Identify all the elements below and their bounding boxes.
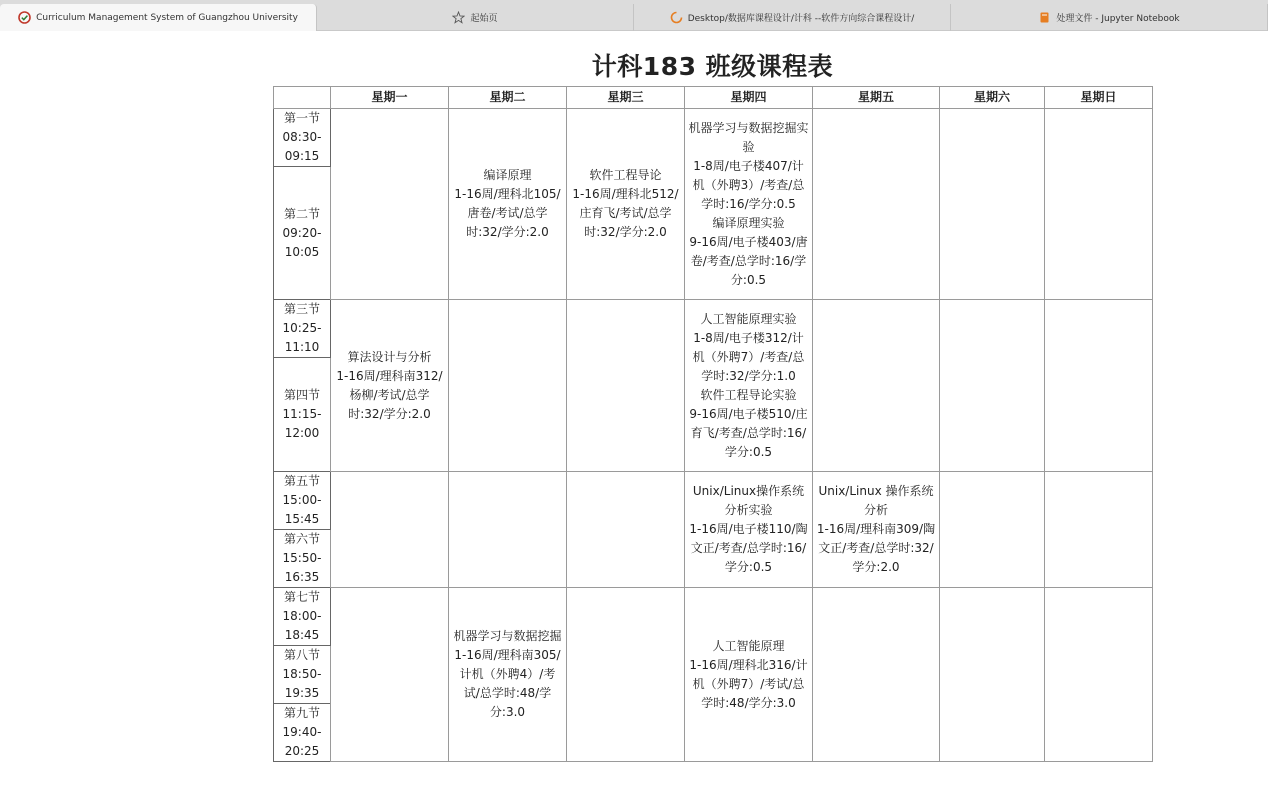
schedule-table <box>273 86 1153 762</box>
course-cell: 机器学习与数据挖掘 1-16周/理科南305/计机（外聘4）/考试/总学时:48/学分:3.0 <box>449 588 567 762</box>
notebook-icon <box>1038 11 1051 24</box>
course-cell: 编译原理 1-16周/理科北105/唐卷/考试/总学时:32/学分:2.0 <box>449 109 567 300</box>
header-corner <box>274 87 331 109</box>
period-cell: 第四节 11:15- 12:00 <box>274 358 331 472</box>
course-cell: Unix/Linux操作系统分析实验 1-16周/电子楼110/陶文正/考查/总学时:16/学分:0.5 <box>685 472 813 588</box>
tab-start-page[interactable] <box>317 4 634 31</box>
tab-desktop-folder[interactable] <box>634 4 951 31</box>
course-cell: 人工智能原理 1-16周/理科北316/计机（外聘7）/考试/总学时:48/学分:3.0 <box>685 588 813 762</box>
course-cell-empty <box>331 109 449 300</box>
course-cell: 软件工程导论 1-16周/理科北512/庄育飞/考试/总学时:32/学分:2.0 <box>567 109 685 300</box>
browser-tab-bar <box>0 0 1268 31</box>
course-cell-empty <box>567 300 685 472</box>
course-cell-empty <box>813 300 940 472</box>
course-cell-empty <box>449 472 567 588</box>
course-cell-empty <box>940 472 1045 588</box>
course-cell: 算法设计与分析 1-16周/理科南312/杨柳/考试/总学时:32/学分:2.0 <box>331 300 449 472</box>
loading-icon <box>670 11 683 24</box>
period-cell: 第二节 09:20- 10:05 <box>274 167 331 300</box>
tab-label: Curriculum Management System of Guangzhou University <box>36 12 298 23</box>
period-cell: 第三节 10:25- 11:10 <box>274 300 331 358</box>
table-row <box>274 300 1153 358</box>
header-friday: 星期五 <box>813 87 940 109</box>
course-cell-empty <box>567 588 685 762</box>
period-cell: 第一节 08:30- 09:15 <box>274 109 331 167</box>
star-icon <box>452 11 465 24</box>
period-cell: 第五节 15:00- 15:45 <box>274 472 331 530</box>
header-tuesday: 星期二 <box>449 87 567 109</box>
course-cell-empty <box>940 588 1045 762</box>
course-cell-empty <box>940 109 1045 300</box>
course-cell: Unix/Linux 操作系统分析 1-16周/理科南309/陶文正/考查/总学时:32/学分:2.0 <box>813 472 940 588</box>
period-cell: 第七节 18:00- 18:45 <box>274 588 331 646</box>
gzhu-logo-icon <box>18 11 31 24</box>
course-cell-empty <box>1045 588 1153 762</box>
header-thursday: 星期四 <box>685 87 813 109</box>
course-cell-empty <box>813 109 940 300</box>
tab-label: Desktop/数据库课程设计/计科 --软件方向综合课程设计/ <box>687 14 915 24</box>
period-cell: 第六节 15:50- 16:35 <box>274 530 331 588</box>
table-row <box>274 109 1153 167</box>
table-row <box>274 472 1153 530</box>
course-cell-empty <box>449 300 567 472</box>
course-cell-empty <box>1045 472 1153 588</box>
header-sunday: 星期日 <box>1045 87 1153 109</box>
course-cell: 人工智能原理实验 1-8周/电子楼312/计机（外聘7）/考查/总学时:32/学分:1.0 软件工程导论实验 9-16周/电子楼510/庄育飞/考查/总学时:16/学分:0.5 <box>685 300 813 472</box>
course-cell-empty <box>331 588 449 762</box>
period-cell: 第八节 18:50- 19:35 <box>274 646 331 704</box>
table-row <box>274 588 1153 646</box>
tab-label: 处理文件 - Jupyter Notebook <box>1056 14 1180 24</box>
tab-curriculum-system[interactable] <box>0 4 317 31</box>
header-saturday: 星期六 <box>940 87 1045 109</box>
header-wednesday: 星期三 <box>567 87 685 109</box>
period-cell: 第九节 19:40- 20:25 <box>274 704 331 762</box>
page-title: 计科183 班级课程表 <box>591 52 834 81</box>
course-cell-empty <box>1045 300 1153 472</box>
course-cell-empty <box>331 472 449 588</box>
course-cell-empty <box>940 300 1045 472</box>
course-cell-empty <box>1045 109 1153 300</box>
course-cell: 机器学习与数据挖掘实验 1-8周/电子楼407/计机（外聘3）/考查/总学时:16/学分:0.5 编译原理实验 9-16周/电子楼403/唐卷/考查/总学时:16/学分:0.5 <box>685 109 813 300</box>
tab-label: 起始页 <box>470 14 498 24</box>
course-cell-empty <box>567 472 685 588</box>
header-monday: 星期一 <box>331 87 449 109</box>
course-cell-empty <box>813 588 940 762</box>
table-header-row <box>274 87 1153 109</box>
tab-jupyter-notebook[interactable] <box>951 4 1268 31</box>
